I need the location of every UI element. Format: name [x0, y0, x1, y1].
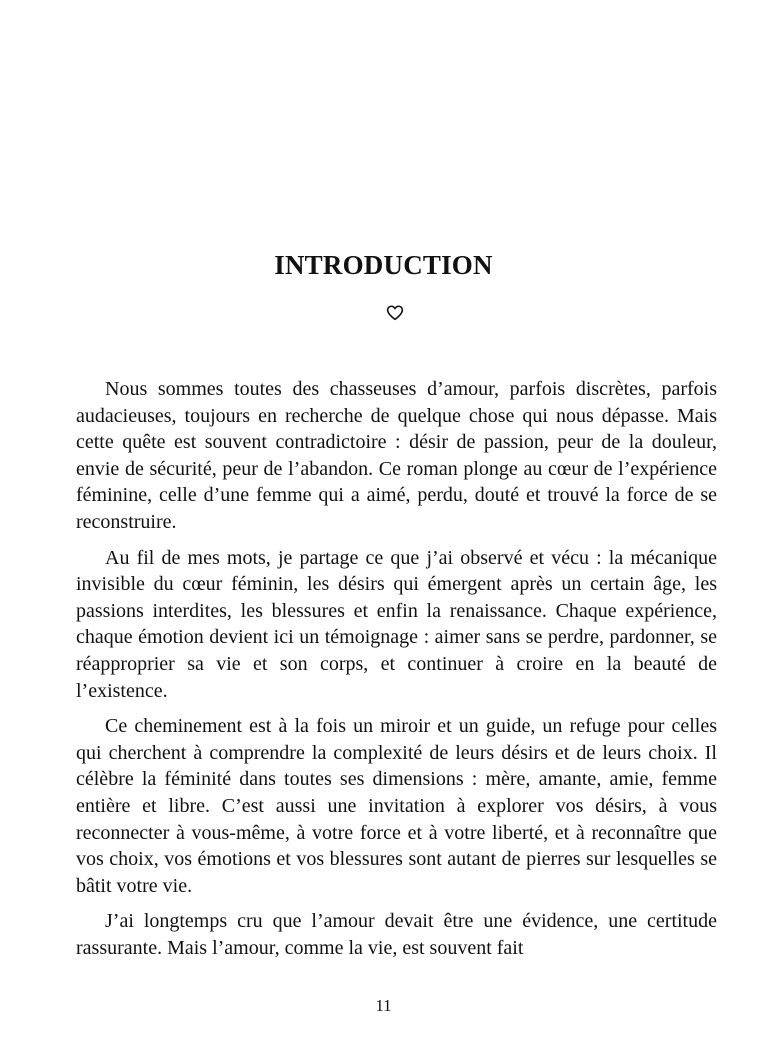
chapter-title: INTRODUCTION: [274, 250, 493, 280]
heart-icon: [386, 304, 404, 322]
paragraph: J’ai longtemps cru que l’amour devait être une évidence, une certitude rassurante. Mais l’amour, comme la vie, est souvent fait: [76, 910, 717, 959]
paragraph: Nous sommes toutes des chasseuses d’amour, parfois discrètes, parfois audacieuses, toujours en recherche de quelque chose qui nous dépasse. Mais cette quête est souvent contradictoire : désir de passion, peur de la douleur, envie de sécurité, peur de l’abandon. Ce roman plonge au cœur de l’expérience féminine, celle d’une femme qui a aimé, perdu, douté et trouvé la force de se reconstruire.: [76, 378, 717, 533]
page-number: 11: [375, 996, 392, 1015]
introduction-text: [76, 376, 717, 970]
paragraph: Ce cheminement est à la fois un miroir et un guide, un refuge pour celles qui cherchent à comprendre la complexité de leurs désirs et de leurs choix. Il célèbre la féminité dans toutes ses dimensions : mère, amante, amie, femme entière et libre. C’est aussi une invitation à explorer vos désirs, à vous reconnecter à vous-même, à votre force et à votre liberté, et à reconnaître que vos choix, vos émotions et vos blessures sont autant de pierres sur lesquelles se bâtit votre vie.: [76, 715, 717, 897]
paragraph: Au fil de mes mots, je partage ce que j’ai observé et vécu : la mécanique invisible du cœur féminin, les désirs qui émergent après un certain âge, les passions interdites, les blessures et enfin la renaissance. Chaque expérience, chaque émotion devient ici un témoignage : aimer sans se perdre, pardonner, se réapproprier sa vie et son corps, et continuer à croire en la beauté de l’existence.: [76, 546, 717, 702]
